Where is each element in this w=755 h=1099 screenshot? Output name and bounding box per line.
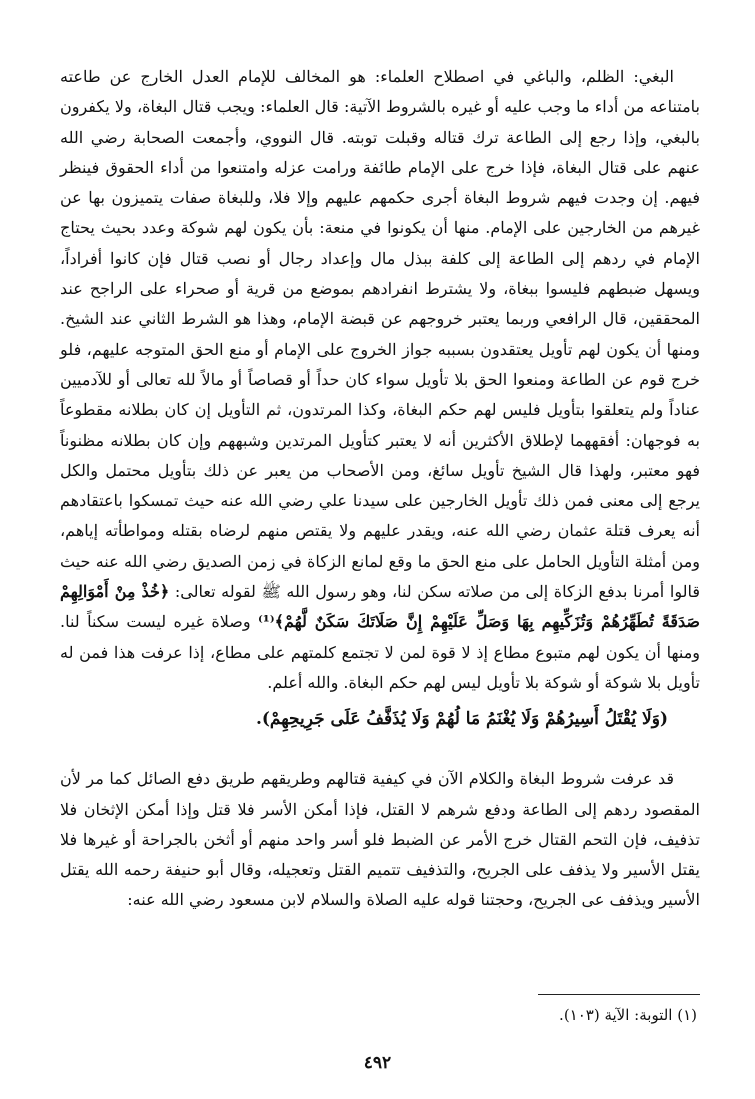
- matn-quote: (وَلَا يُقْتَلُ أَسِيرُهُمْ وَلَا يُغْنَمُ مَا لُهُمْ وَلَا يُذَفَّفُ عَلَى جَرِيحِهِمْ).: [255, 709, 668, 730]
- paragraph-1-text: البغي: الظلم، والباغي في اصطلاح العلماء: هو المخالف للإمام العدل الخارج عن طاعته بامتناعه من أداء ما وجب عليه أو غيره بالشروط الآتية: قال العلماء: ويجب قتال البغاة، ولا يكفرون بالبغي، وإذا رجع إلى الطاعة ترك قتاله وقبلت توبته. قال النووي، وأجمعت الصحابة رضي الله عنهم على قتال البغاة، فإذا خرج على الإمام طائفة ورامت عزله وامتنعوا من أداء الحقوق فينظر فيهم. إن وجدت فيهم شروط البغاة أجرى حكمهم عليهم وإلا فلا، وللبغاة صفات يتميزون بها عن غيرهم من الخارجين على الإمام. منها أن يكونوا في منعة: بأن يكون لهم شوكة وعدد بحيث يحتاج الإمام في ردهم إلى الطاعة إلى كلفة ببذل مال وإعداد رجال أو نصب قتال فإن كانوا أفراداً، ويسهل ضبطهم فليسوا ببغاة، ولا يشترط انفرادهم بموضع من قرية أو صحراء على الراجح عند المحققين، قال الرافعي وربما يعتبر خروجهم عن قبضة الإمام، وهذا هو الشرط الثاني عند الشيخ. ومنها أن يكون لهم تأويل يعتقدون بسببه جواز الخروج على الإمام أو منع الحق المتوجه عليهم، فلو خرج قوم عن الطاعة ومنعوا الحق بلا تأويل سواء كان حداً أو قصاصاً أو مالاً لله تعالى أو للآدميين عناداً ولم يتعلقوا بتأويل فليس لهم حكم البغاة، وكذا المرتدون، ثم التأويل إن كان بطلانه مقطوعاً به فوجهان: أفقههما لإطلاق الأكثرين أنه لا يعتبر كتأويل المرتدين وشبههم وإن كان بطلانه مظنوناً فهو معتبر، ولهذا قال الشيخ تأويل سائغ، ومن الأصحاب من يعبر عن ذلك بتأويل محتمل والكل يرجع إلى معنى فمن ذلك تأويل الخارجين على سيدنا علي رضي الله عنه حيث تمسكوا باعتقادهم أنه يعرف قتلة عثمان رضي الله عنه، ويقدر عليهم ولا يقتص منهم لرضاه بقتله ومواطأته إياهم، ومن أمثلة التأويل الحامل على منع الحق ما وقع لمانع الزكاة في زمن الصديق رضي الله عنه حيث قالوا أمرنا بدفع الزكاة إلى من صلاته سكن لنا، وهو رسول الله ﷺ لقوله تعالى:: [60, 67, 701, 602]
- quran-verse: ﴿خُذْ مِنْ أَمْوَالِهِمْ صَدَقَةً تُطَهِّرُهُمْ وَتُزَكِّيهِم بِهَا وَصَلِّ عَلَيْهِمْ إِنَّ صَلَاتَكَ سَكَنٌ لَّهُمْ﴾⁽¹⁾: [60, 582, 700, 632]
- footnote-divider: [538, 994, 700, 995]
- document-page: [60, 62, 700, 916]
- footnote: (١) التوبة: الآية (١٠٣).: [559, 1006, 697, 1024]
- main-paragraph-2: [60, 764, 700, 915]
- paragraph-2-text: قد عرفت شروط البغاة والكلام الآن في كيفية قتالهم وطريقهم طريق دفع الصائل كما مر لأن المقصود ردهم إلى الطاعة ودفع شرهم لا القتل، فإذا أمكن الأسر فلا قتل وإذا أمكن الإثخان فلا تذفيف، فإن التحم القتال خرج الأمر عن الضبط فلو أسر واحد منهم أو أثخن بالجراحة أو غيرها فلا يقتل الأسير ولا يذفف على الجريح، والتذفيف تتميم القتل وتعجيله، وقال أبو حنيفة رحمه الله يقتل الأسير ويذفف عى الجريح، وحجتنا قوله عليه الصلاة والسلام لابن مسعود رضي الله عنه:: [60, 769, 701, 910]
- main-paragraph-1: [60, 62, 700, 698]
- page-number: ٤٩٢: [363, 1053, 392, 1073]
- paragraph-1-ending: وصلاة غيره ليست سكناً لنا. ومنها أن يكون لهم متبوع مطاع إذ لا قوة لمن لا تجتمع كلمتهم على مطاع، إذا عرفت هذا فمن له تأويل بلا شوكة أو شوكة بلا تأويل ليس لهم حكم البغاة. والله أعلم.: [60, 612, 700, 692]
